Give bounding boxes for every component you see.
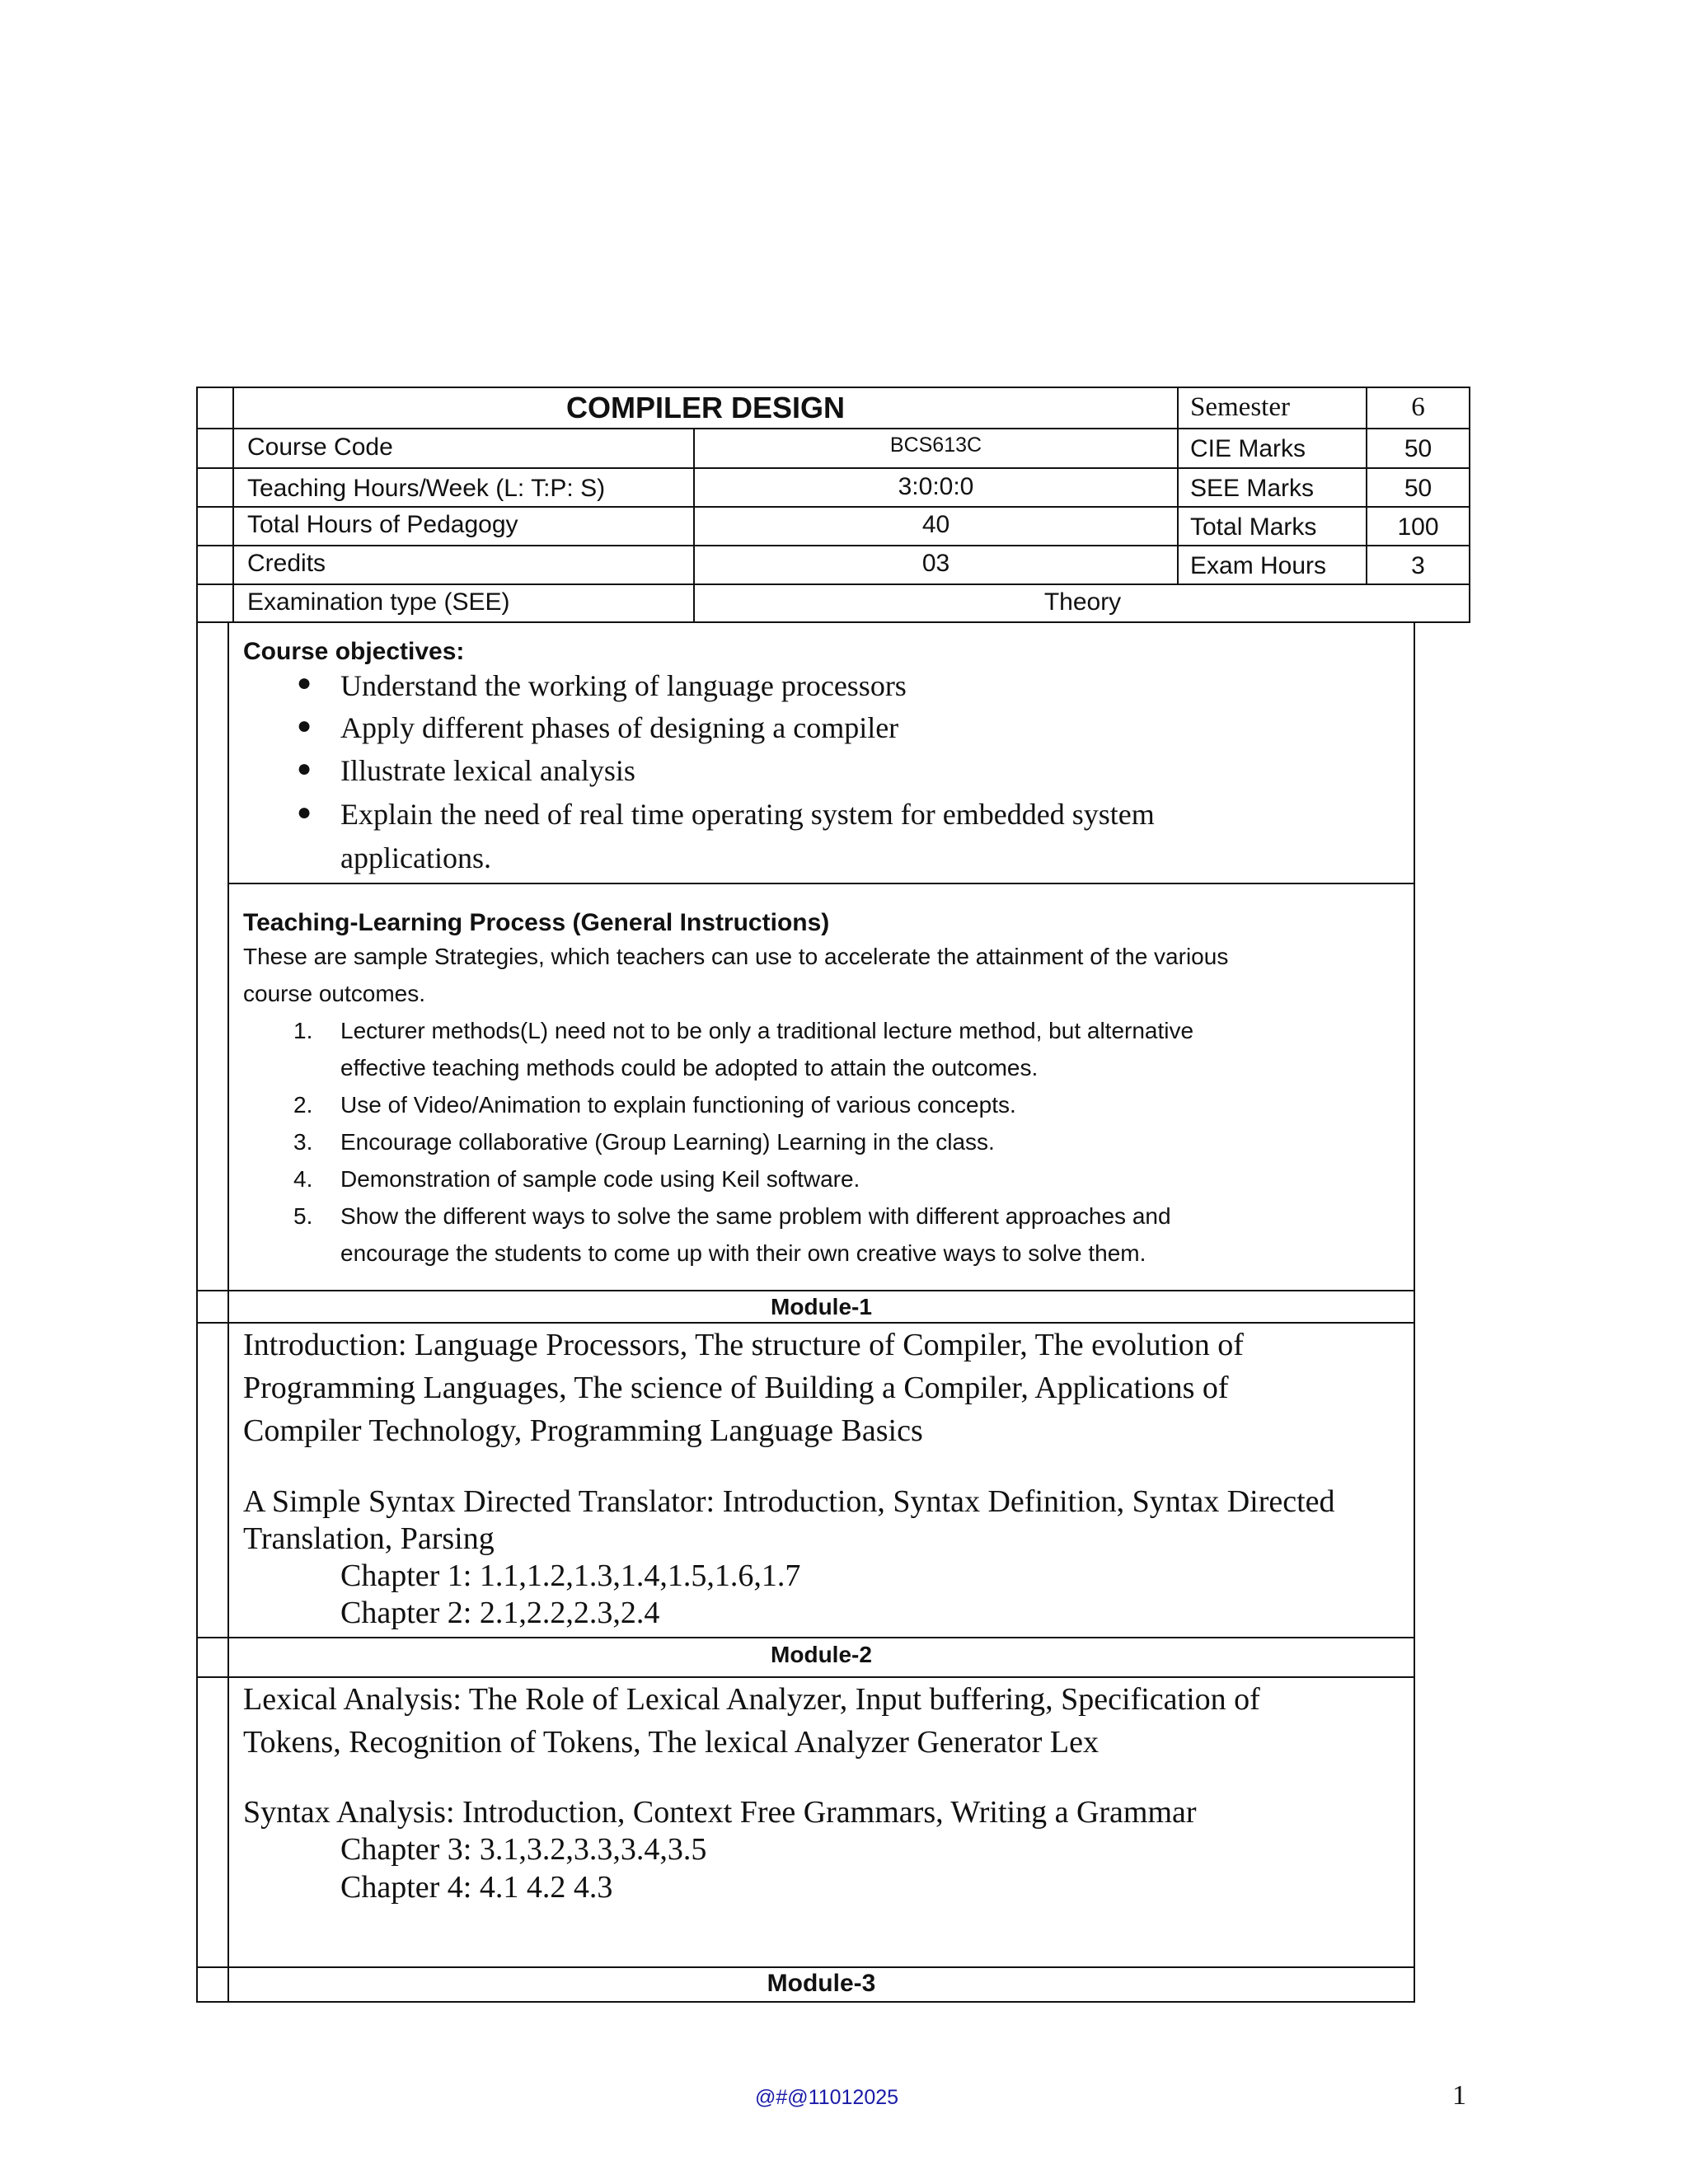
chapter-reference: Chapter 4: 4.1 4.2 4.3 [340,1870,613,1905]
module-text: Compiler Technology, Programming Language Basics [243,1413,923,1448]
teaching-hours-value: 3:0:0:0 [898,473,974,500]
objectives-heading: Course objectives: [243,638,465,665]
module-text: Syntax Analysis: Introduction, Context Free Grammars, Writing a Grammar [243,1795,1197,1830]
list-item: Show the different ways to solve the same problem with different approaches and [340,1203,1171,1229]
module-text: Tokens, Recognition of Tokens, The lexical Analyzer Generator Lex [243,1725,1099,1760]
exam-hours-label: Exam Hours [1190,552,1327,579]
module-text: Introduction: Language Processors, The structure of Compiler, The evolution of [243,1328,1244,1362]
module-text: Lexical Analysis: The Role of Lexical Analyzer, Input buffering, Specification of [243,1682,1260,1717]
list-number: 3. [293,1129,313,1155]
module-text: Programming Languages, The science of Building a Compiler, Applications of [243,1371,1229,1405]
module-text: A Simple Syntax Directed Translator: Introduction, Syntax Definition, Syntax Directed [243,1484,1335,1519]
objective-item: Illustrate lexical analysis [340,754,635,787]
bullet-icon: ● [297,755,312,782]
chapter-reference: Chapter 1: 1.1,1.2,1.3,1.4,1.5,1.6,1.7 [340,1558,801,1593]
list-number: 5. [293,1203,313,1229]
total-marks-label: Total Marks [1190,513,1317,541]
semester-value: 6 [1411,392,1425,422]
bullet-icon: ● [297,799,312,826]
semester-label: Semester [1190,392,1290,422]
course-code-label: Course Code [247,434,393,461]
footer-watermark: @#@11012025 [755,2086,899,2109]
list-number: 1. [293,1018,313,1043]
teaching-intro: These are sample Strategies, which teachers can use to accelerate the attainment of the various [243,944,1229,969]
list-item: Lecturer methods(L) need not to be only a traditional lecture method, but alternative [340,1018,1194,1043]
objective-item: Understand the working of language processors [340,669,907,702]
see-marks-label: SEE Marks [1190,475,1315,502]
course-code-value: BCS613C [889,434,982,457]
course-title: COMPILER DESIGN [565,391,846,424]
list-number: 4. [293,1166,313,1192]
exam-type-value: Theory [1043,588,1122,616]
list-item: effective teaching methods could be adopted to attain the outcomes. [340,1055,1039,1080]
objective-item: Apply different phases of designing a compiler [340,711,899,744]
pedagogy-hours-label: Total Hours of Pedagogy [247,511,518,538]
chapter-reference: Chapter 3: 3.1,3.2,3.3,3.4,3.5 [340,1832,707,1867]
objective-item-continued: applications. [340,841,491,874]
teaching-hours-label: Teaching Hours/Week (L: T:P: S) [247,475,606,502]
credits-label: Credits [247,550,326,577]
module-3-title: Module-3 [767,1970,876,1997]
pedagogy-hours-value: 40 [921,511,950,538]
objective-item: Explain the need of real time operating system for embedded system [340,798,1155,831]
bullet-icon: ● [297,669,312,696]
chapter-reference: Chapter 2: 2.1,2.2,2.3,2.4 [340,1596,660,1630]
list-item: encourage the students to come up with their own creative ways to solve them. [340,1240,1146,1266]
exam-type-label: Examination type (SEE) [247,588,510,616]
cie-marks-value: 50 [1404,435,1432,462]
total-marks-value: 100 [1397,513,1439,541]
list-number: 2. [293,1092,313,1118]
see-marks-value: 50 [1404,475,1432,502]
teaching-intro: course outcomes. [243,981,425,1006]
page-number: 1 [1452,2080,1466,2111]
cie-marks-label: CIE Marks [1190,435,1306,462]
module-1-title: Module-1 [771,1294,872,1319]
list-item: Use of Video/Animation to explain functioning of various concepts. [340,1092,1016,1118]
list-item: Encourage collaborative (Group Learning) Learning in the class. [340,1129,995,1155]
credits-value: 03 [921,550,950,577]
list-item: Demonstration of sample code using Keil software. [340,1166,860,1192]
bullet-icon: ● [297,712,312,739]
module-2-title: Module-2 [771,1642,872,1667]
module-text: Translation, Parsing [243,1521,495,1556]
teaching-heading: Teaching-Learning Process (General Instructions) [243,909,830,936]
exam-hours-value: 3 [1411,552,1425,579]
